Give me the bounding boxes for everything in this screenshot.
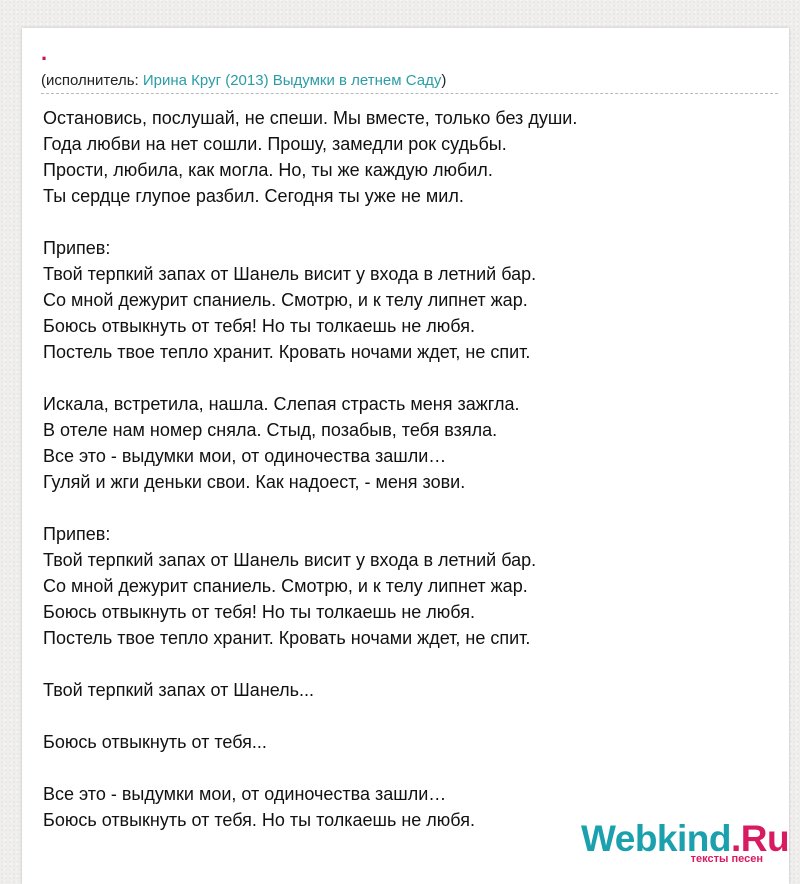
lyrics-line: Все это - выдумки мои, от одиночества зашли…: [43, 784, 447, 804]
lyrics-line: Искала, встретила, нашла. Слепая страсть меня зажгла.: [43, 394, 520, 414]
lyrics-line: Ты сердце глупое разбил. Сегодня ты уже не мил.: [43, 186, 464, 206]
webkind-logo[interactable]: [581, 818, 790, 866]
lyrics-stanza: [43, 729, 778, 755]
lyrics-line: Года любви на нет сошли. Прошу, замедли рок судьбы.: [43, 134, 507, 154]
lyrics-text: [43, 105, 778, 833]
lyrics-stanza: [43, 521, 778, 651]
lyrics-line: Постель твое тепло хранит. Кровать ночами ждет, не спит.: [43, 342, 531, 362]
lyrics-line: Боюсь отвыкнуть от тебя! Но ты толкаешь не любя.: [43, 316, 475, 336]
lyrics-card: [22, 28, 789, 884]
lyrics-line: Боюсь отвыкнуть от тебя. Но ты толкаешь не любя.: [43, 810, 475, 830]
artist-line: [41, 72, 446, 90]
logo-name-tld: .Ru: [731, 818, 790, 859]
lyrics-stanza: [43, 391, 778, 495]
lyrics-stanza: [43, 677, 778, 703]
lyrics-line: Гуляй и жги деньки свои. Как надоест, - меня зови.: [43, 472, 466, 492]
lyrics-line: Твой терпкий запах от Шанель...: [43, 680, 315, 700]
chorus-label: Припев:: [43, 524, 111, 544]
lyrics-line: Все это - выдумки мои, от одиночества зашли…: [43, 446, 447, 466]
logo-name-main: Webkind: [581, 818, 731, 859]
artist-suffix: ): [441, 72, 447, 89]
artist-prefix: (исполнитель:: [41, 72, 143, 89]
lyrics-line: В отеле нам номер сняла. Стыд, позабыв, тебя взяла.: [43, 420, 498, 440]
lyrics-line: Твой терпкий запах от Шанель висит у входа в летний бар.: [43, 264, 537, 284]
logo-tagline: тексты песен: [690, 853, 763, 865]
lyrics-stanza: [43, 235, 778, 365]
lyrics-line: Со мной дежурит спаниель. Смотрю, и к телу липнет жар.: [43, 576, 528, 596]
lyrics-line: Прости, любила, как могла. Но, ты же каждую любил.: [43, 160, 493, 180]
lyrics-line: Постель твое тепло хранит. Кровать ночами ждет, не спит.: [43, 628, 531, 648]
lyrics-line: Твой терпкий запах от Шанель висит у входа в летний бар.: [43, 550, 537, 570]
artist-link[interactable]: Ирина Круг (2013) Выдумки в летнем Саду: [142, 72, 442, 89]
lyrics-line: Боюсь отвыкнуть от тебя! Но ты толкаешь не любя.: [43, 602, 475, 622]
chorus-label: Припев:: [43, 238, 111, 258]
lyrics-line: Со мной дежурит спаниель. Смотрю, и к телу липнет жар.: [43, 290, 528, 310]
lyrics-stanza: [43, 105, 778, 209]
dashed-separator: [41, 93, 778, 94]
lyrics-line: Боюсь отвыкнуть от тебя...: [43, 732, 267, 752]
lyrics-line: Остановись, послушай, не спеши. Мы вместе, только без души.: [43, 108, 578, 128]
title-dot: .: [41, 40, 48, 65]
